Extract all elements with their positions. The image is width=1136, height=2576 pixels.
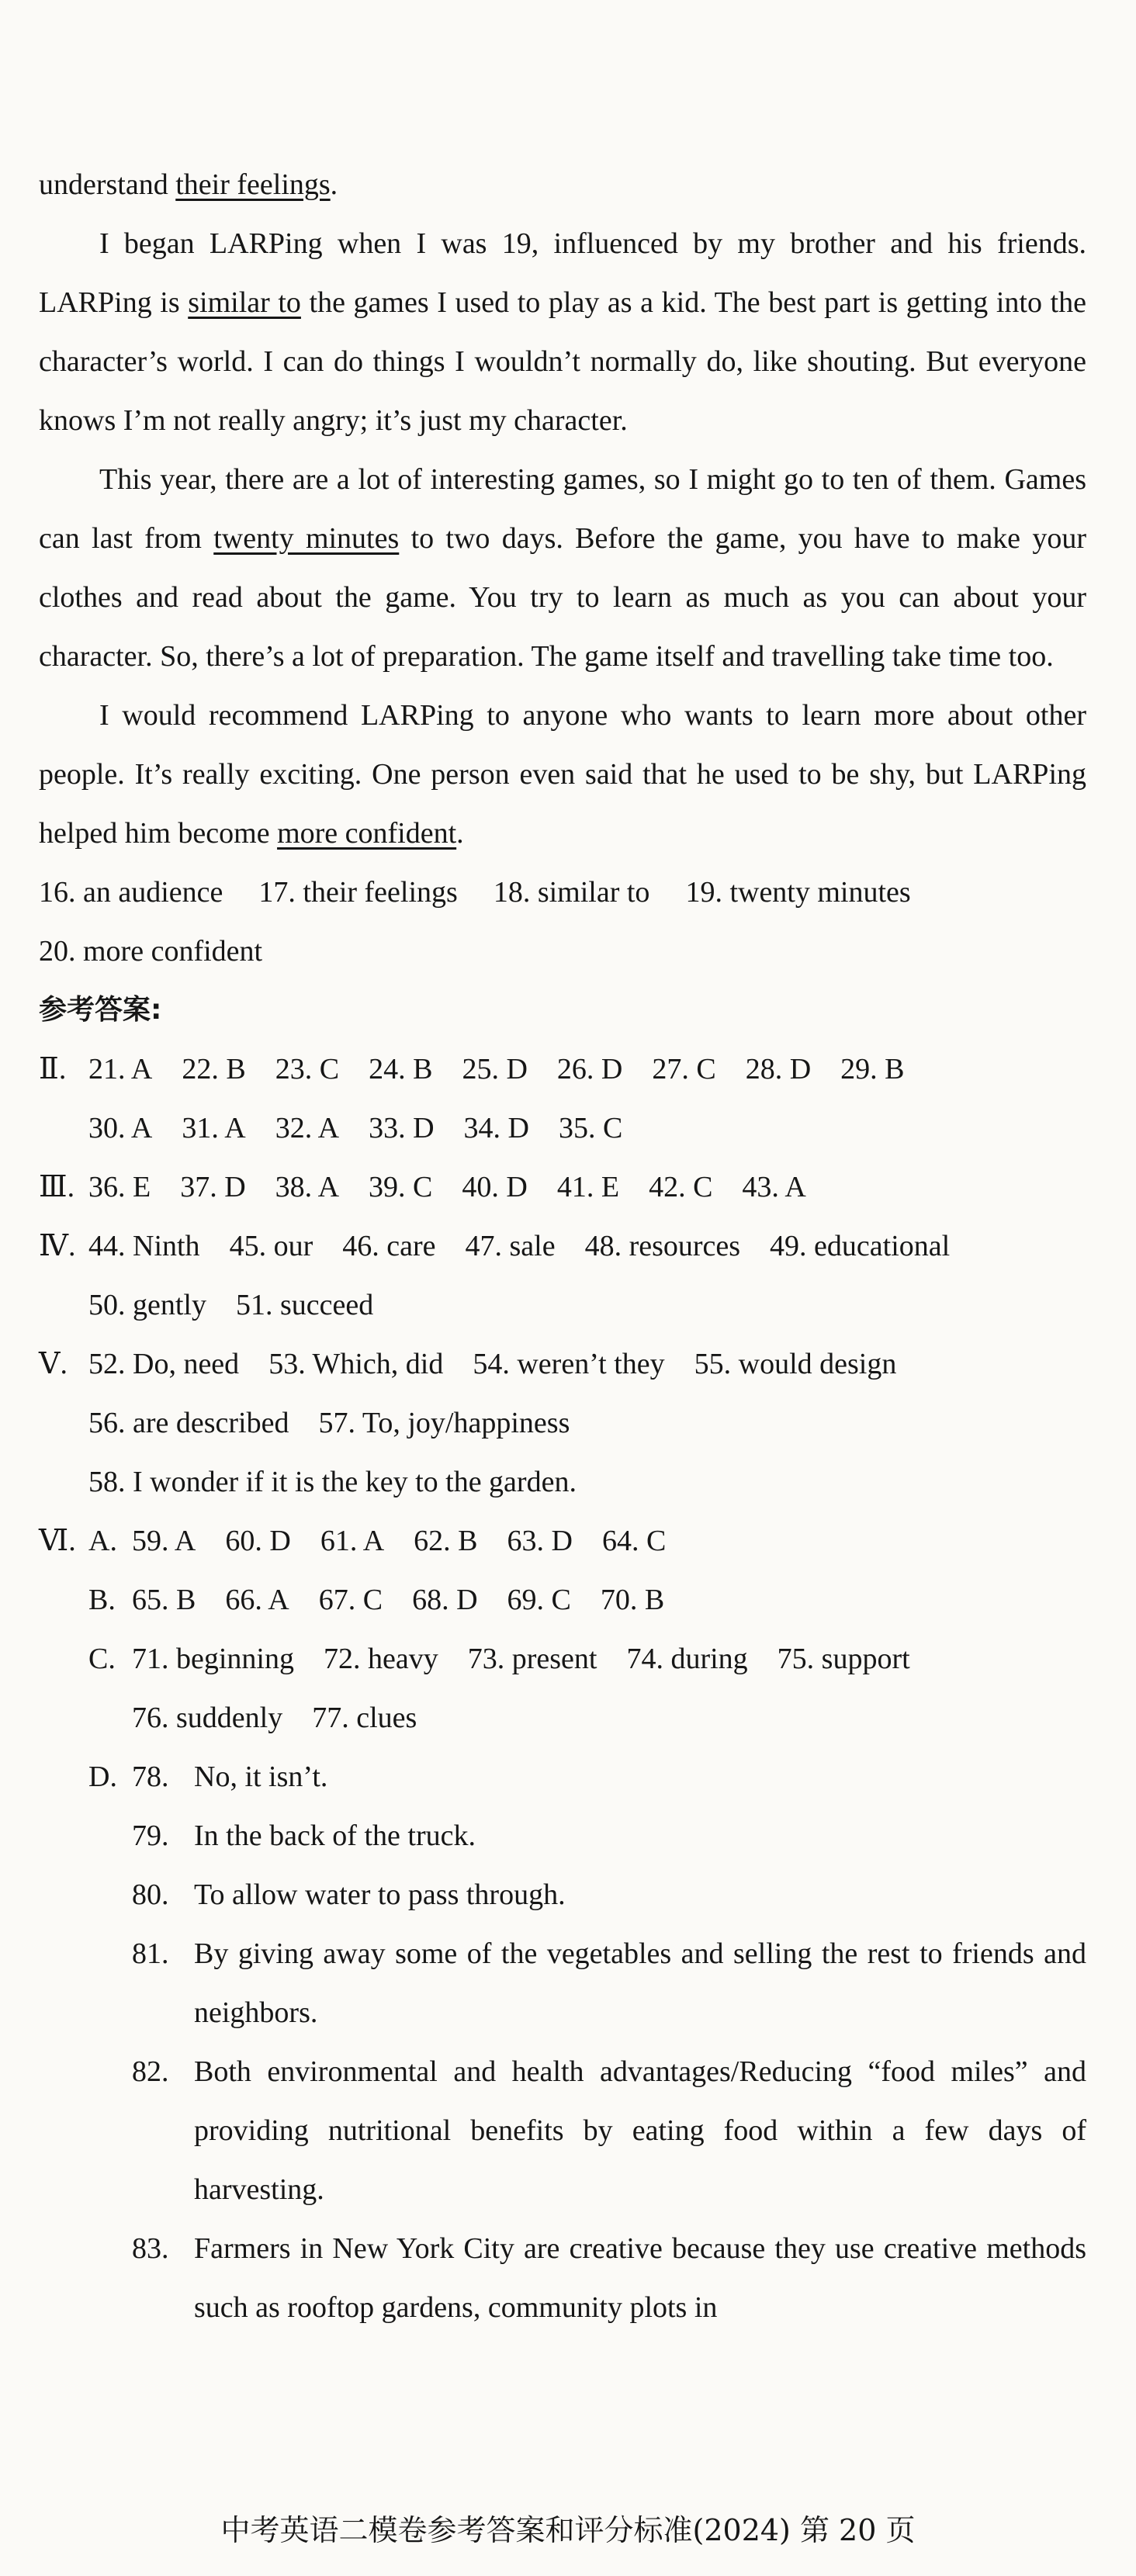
- passage-paragraph-3: I would recommend LARPing to anyone who wants to learn more about other people. It’s really exciting. One person even said that he used to be shy, but LARPing helped him become more confident.: [39, 699, 1086, 850]
- answer-keys-16-19: 16. an audience 17. their feelings 18. similar to 19. twenty minutes: [39, 876, 911, 909]
- list-item: 78. No, it isn’t.: [132, 1761, 328, 1793]
- answer-content: [39, 155, 1086, 2337]
- answers-heading: 参考答案:: [39, 994, 162, 1026]
- subsection-d-list: [132, 1806, 1086, 2337]
- list-item: 79. In the back of the truck.: [132, 1819, 476, 1852]
- section-3: Ⅲ. 36. E 37. D 38. A 39. C 40. D 41. E 42. C 43. A: [39, 1158, 1086, 1217]
- subsection-c: C. 71. beginning 72. heavy 73. present 74. during 75. support 76. suddenly 77. clues: [88, 1643, 910, 1734]
- section-5: Ⅴ. 52. Do, need 53. Which, did 54. weren’t they 55. would design 56. are described 57. To, joy/happiness 58. I wonder if it is the key to the garden.: [39, 1335, 1086, 1511]
- answer-row: 21. A 22. B 23. C 24. B 25. D 26. D 27. C 28. D 29. B: [88, 1053, 905, 1085]
- section-4: Ⅳ. 44. Ninth 45. our 46. care 47. sale 48. resources 49. educational 50. gently 51. succeed: [39, 1217, 1086, 1335]
- section-2: Ⅱ. 21. A 22. B 23. C 24. B 25. D 26. D 27. C 28. D 29. B 30. A 31. A 32. A 33. D 34. D 35. C: [39, 1040, 1086, 1158]
- subsection-d: D. 78. No, it isn’t.: [88, 1747, 1086, 1806]
- passage-line-feelings: understand their feelings.: [39, 168, 338, 201]
- answer-row: 52. Do, need 53. Which, did 54. weren’t they 55. would design: [88, 1348, 897, 1380]
- subsection-a: A. 59. A 60. D 61. A 62. B 63. D 64. C: [88, 1525, 667, 1557]
- list-item: 82. Both environmental and health advantages/Reducing “food miles” and providing nutritional benefits by eating food within a few days of harvesting.: [132, 2055, 1086, 2206]
- answer-row: 36. E 37. D 38. A 39. C 40. D 41. E 42. C 43. A: [88, 1171, 806, 1203]
- list-item: 83. Farmers in New York City are creative because they use creative methods such as rooftop gardens, community plots in: [132, 2232, 1086, 2324]
- underlined-answer: more confident: [277, 817, 457, 850]
- subsection-b: B. 65. B 66. A 67. C 68. D 69. C 70. B: [88, 1584, 665, 1616]
- answer-58: 58. I wonder if it is the key to the garden.: [88, 1466, 577, 1498]
- passage-paragraph-1: I began LARPing when I was 19, influenced by my brother and his friends. LARPing is similar to the games I used to play as a kid. The best part is getting into the character’s world. I can do things I wouldn’t normally do, like shouting. But everyone knows I’m not really angry; it’s just my character.: [39, 227, 1086, 437]
- page-footer: 中考英语二模卷参考答案和评分标准(2024) 第 20 页: [220, 2513, 916, 2547]
- answer-row: 56. are described 57. To, joy/happiness: [88, 1407, 570, 1439]
- list-item: 81. By giving away some of the vegetables and selling the rest to friends and neighbors.: [132, 1937, 1086, 2029]
- answer-row: 44. Ninth 45. our 46. care 47. sale 48. resources 49. educational: [88, 1230, 951, 1262]
- underlined-answer: twenty minutes: [213, 522, 400, 555]
- list-item: 80. To allow water to pass through.: [132, 1878, 566, 1911]
- underlined-answer: their feelings: [175, 168, 331, 201]
- underlined-answer: similar to: [188, 286, 301, 319]
- section-6: Ⅵ. A. 59. A 60. D 61. A 62. B 63. D 64. C B. 65. B 66. A 67. C 68. D 69. C 70. B C. 71. beginning 72. heavy 73. present 74. during 75. support 76. suddenly 77. clues D. 78. No, it isn’t. 79. In the back of the truck. 80. To allow water to pass through. 81. By giving away some of the vegetables and selling the rest to friends and neighbors. 82. Both environmental and health advantages/Reducing “food miles” and providing nutritional benefits by eating food within a few days of harvesting. 83. Farmers in New York City are creative because they use creative methods such as rooftop gardens, community plots in: [39, 1511, 1086, 2337]
- answer-row: 50. gently 51. succeed: [88, 1289, 374, 1321]
- answer-row: 30. A 31. A 32. A 33. D 34. D 35. C: [88, 1112, 623, 1144]
- answer-key-20: 20. more confident: [39, 935, 263, 968]
- passage-paragraph-2: This year, there are a lot of interesting games, so I might go to ten of them. Games can last from twenty minutes to two days. Before the game, you have to make your clothes and read about the game. You try to learn as much as you can about your character. So, there’s a lot of preparation. The game itself and travelling take time too.: [39, 463, 1086, 673]
